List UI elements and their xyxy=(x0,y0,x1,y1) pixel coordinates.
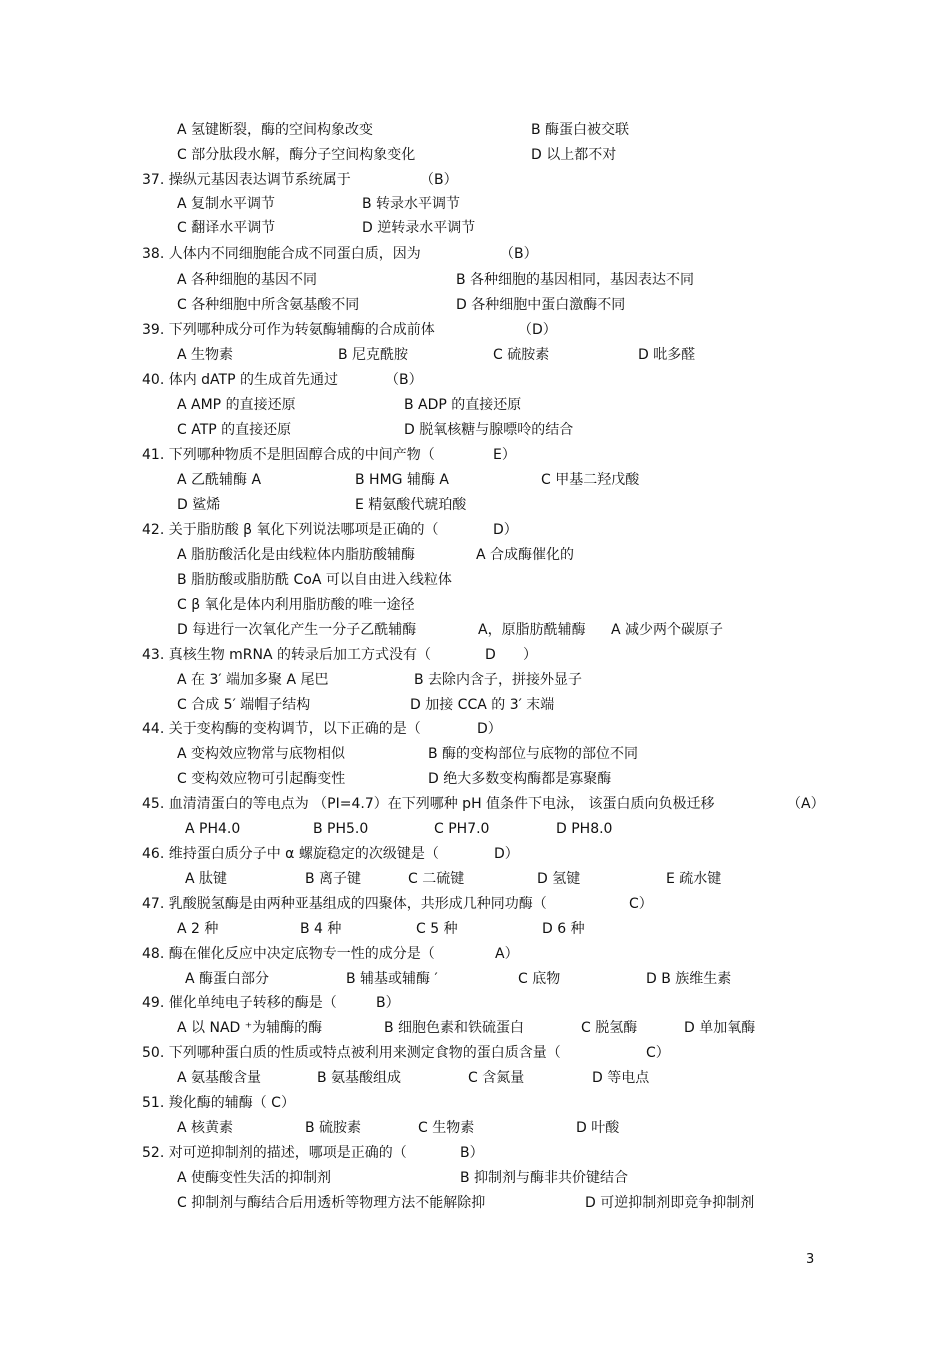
option-text: C 脱氢酶 xyxy=(581,1020,638,1036)
option-text: B 离子键 xyxy=(305,871,362,887)
option-text: A AMP 的直接还原 xyxy=(177,397,296,413)
option-text: D 加接 CCA 的 3′ 末端 xyxy=(410,697,555,713)
question-text: 48. 酶在催化反应中决定底物专一性的成分是（ xyxy=(142,946,435,962)
option-text: A 2 种 xyxy=(177,921,219,937)
option-text: A 核黄素 xyxy=(177,1120,234,1136)
option-text: D 等电点 xyxy=(592,1070,650,1086)
option-text: D 氢键 xyxy=(537,871,581,887)
option-text: B 抑制剂与酶非共价键结合 xyxy=(460,1170,629,1186)
option-text: E 精氨酸代琥珀酸 xyxy=(355,497,467,513)
option-text: D B 族维生素 xyxy=(646,971,732,987)
option-text: B 转录水平调节 xyxy=(362,196,461,212)
option-text: D 单加氧酶 xyxy=(684,1020,756,1036)
question-text: 43. 真核生物 mRNA 的转录后加工方式没有（ xyxy=(142,647,432,663)
option-text: B 去除内含子，拼接外显子 xyxy=(414,672,583,688)
option-text: B PH5.0 xyxy=(313,821,369,837)
option-text: A 肽键 xyxy=(185,871,228,887)
question-text: 52. 对可逆抑制剂的描述，哪项是正确的（ xyxy=(142,1145,407,1161)
page-number: 3 xyxy=(806,1252,815,1267)
option-text: C 二硫键 xyxy=(408,871,465,887)
answer-key: （B） xyxy=(420,172,458,188)
option-text: C 5 种 xyxy=(416,921,458,937)
answer-key: B） xyxy=(460,1145,484,1161)
option-text: A 变构效应物常与底物相似 xyxy=(177,746,346,762)
question-text: 45. 血清清蛋白的等电点为 （PI=4.7）在下列哪种 pH 值条件下电泳， 该蛋白质向负极迁移 xyxy=(142,796,715,812)
option-text: C 变构效应物可引起酶变性 xyxy=(177,771,346,787)
option-text: D 鲨烯 xyxy=(177,497,221,513)
option-text: C 各种细胞中所含氨基酸不同 xyxy=(177,297,360,313)
option-text: A PH4.0 xyxy=(185,821,241,837)
question-text: 41. 下列哪种物质不是胆固醇合成的中间产物（ xyxy=(142,447,435,463)
option-text: A 氨基酸含量 xyxy=(177,1070,262,1086)
option-text: B ADP 的直接还原 xyxy=(404,397,522,413)
option-text: B 酶蛋白被交联 xyxy=(531,122,630,138)
option-text: D 以上都不对 xyxy=(531,147,617,163)
question-text: 50. 下列哪种蛋白质的性质或特点被利用来测定食物的蛋白质含量（ xyxy=(142,1045,561,1061)
option-text: B 辅基或辅酶 ′ xyxy=(346,971,438,987)
option-text: D 叶酸 xyxy=(576,1120,620,1136)
option-text: C β 氧化是体内利用脂肪酸的唯一途径 xyxy=(177,597,415,613)
option-text: B HMG 辅酶 A xyxy=(355,472,449,488)
option-text: D 逆转录水平调节 xyxy=(362,220,476,236)
option-text: A 减少两个碳原子 xyxy=(611,622,724,638)
option-text: B 氨基酸组成 xyxy=(317,1070,402,1086)
option-text: C 翻译水平调节 xyxy=(177,220,276,236)
option-text: A 脂肪酸活化是由线粒体内脂肪酸辅酶 xyxy=(177,547,416,563)
question-text: 39. 下列哪种成分可作为转氨酶辅酶的合成前体 xyxy=(142,322,435,338)
answer-key: ） xyxy=(523,647,537,663)
answer-key: D） xyxy=(493,522,518,538)
option-text: A 各种细胞的基因不同 xyxy=(177,272,318,288)
option-text: D 6 种 xyxy=(542,921,585,937)
answer-key: C） xyxy=(629,896,653,912)
option-text: E 疏水键 xyxy=(666,871,722,887)
option-text: B 4 种 xyxy=(300,921,342,937)
option-text: B 细胞色素和铁硫蛋白 xyxy=(384,1020,525,1036)
option-text: B 硫胺素 xyxy=(305,1120,362,1136)
question-text: 51. 羧化酶的辅酶（ C） xyxy=(142,1095,295,1111)
option-text: A，原脂肪酰辅酶 xyxy=(478,622,586,638)
answer-key: C） xyxy=(646,1045,670,1061)
option-text: A 酶蛋白部分 xyxy=(185,971,270,987)
option-text: C 硫胺素 xyxy=(493,347,550,363)
answer-key: E） xyxy=(493,447,516,463)
option-text: A 复制水平调节 xyxy=(177,196,276,212)
option-text: D PH8.0 xyxy=(556,821,613,837)
question-text: 37. 操纵元基因表达调节系统属于 xyxy=(142,172,351,188)
option-text: D 吡多醛 xyxy=(638,347,696,363)
answer-key: B） xyxy=(376,995,400,1011)
answer-key: （B） xyxy=(500,246,538,262)
answer-key: （B） xyxy=(385,372,423,388)
option-text: A 乙酰辅酶 A xyxy=(177,472,262,488)
option-text: C 生物素 xyxy=(418,1120,475,1136)
option-text: A 生物素 xyxy=(177,347,234,363)
question-text: 40. 体内 dATP 的生成首先通过 xyxy=(142,372,338,388)
answer-key: A） xyxy=(495,946,519,962)
question-text: 44. 关于变构酶的变构调节，以下正确的是（ xyxy=(142,721,421,737)
option-text: D 绝大多数变构酶都是寡聚酶 xyxy=(428,771,612,787)
option-text: C 部分肽段水解，酶分子空间构象变化 xyxy=(177,147,416,163)
answer-key: （A） xyxy=(787,796,825,812)
option-text: D 可逆抑制剂即竞争抑制剂 xyxy=(585,1195,755,1211)
option-text: A 氢键断裂，酶的空间构象改变 xyxy=(177,122,374,138)
option-text: C PH7.0 xyxy=(434,821,490,837)
option-text: D 各种细胞中蛋白激酶不同 xyxy=(456,297,626,313)
option-text: A 在 3′ 端加多聚 A 尾巴 xyxy=(177,672,329,688)
answer-key: （D） xyxy=(518,322,557,338)
option-text: A 以 NAD ⁺为辅酶的酶 xyxy=(177,1020,323,1036)
option-text: C 合成 5′ 端帽子结构 xyxy=(177,697,311,713)
question-text: 42. 关于脂肪酸 β 氧化下列说法哪项是正确的（ xyxy=(142,522,439,538)
option-text: C ATP 的直接还原 xyxy=(177,422,292,438)
option-text: C 底物 xyxy=(518,971,561,987)
option-text: C 甲基二羟戊酸 xyxy=(541,472,640,488)
option-text: C 抑制剂与酶结合后用透析等物理方法不能解除抑 xyxy=(177,1195,486,1211)
question-text: 47. 乳酸脱氢酶是由两种亚基组成的四聚体，共形成几种同功酶（ xyxy=(142,896,547,912)
option-text: D 每进行一次氧化产生一分子乙酰辅酶 xyxy=(177,622,417,638)
question-text: 49. 催化单纯电子转移的酶是（ xyxy=(142,995,337,1011)
option-text: A 使酶变性失活的抑制剂 xyxy=(177,1170,332,1186)
option-text: C 含氮量 xyxy=(468,1070,525,1086)
answer-key: D） xyxy=(477,721,502,737)
answer-key: D xyxy=(485,647,496,663)
option-text: D 脱氧核糖与腺嘌呤的结合 xyxy=(404,422,574,438)
option-text: B 酶的变构部位与底物的部位不同 xyxy=(428,746,639,762)
option-text: B 脂肪酸或脂肪酰 CoA 可以自由进入线粒体 xyxy=(177,572,452,588)
question-text: 46. 维持蛋白质分子中 α 螺旋稳定的次级键是（ xyxy=(142,846,439,862)
answer-key: D） xyxy=(494,846,519,862)
option-text: B 各种细胞的基因相同，基因表达不同 xyxy=(456,272,695,288)
question-text: 38. 人体内不同细胞能合成不同蛋白质，因为 xyxy=(142,246,421,262)
option-text: B 尼克酰胺 xyxy=(338,347,409,363)
option-text: A 合成酶催化的 xyxy=(476,547,575,563)
